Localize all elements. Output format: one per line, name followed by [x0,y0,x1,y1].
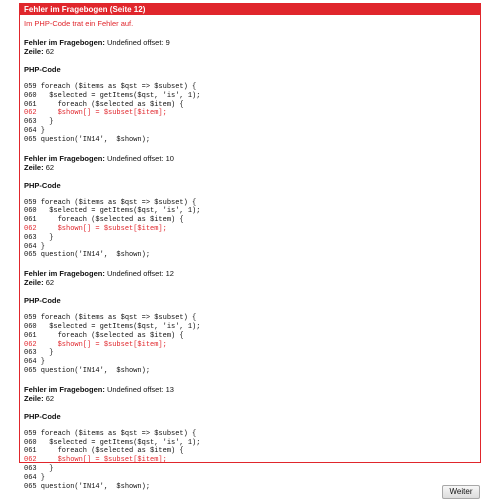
php-code-title: PHP-Code [24,296,61,306]
error-info-line [24,269,474,278]
line-number: 62 [45,162,55,172]
error-block [24,269,474,376]
error-message: Im PHP-Code trat ein Fehler auf. [24,19,134,28]
panel-title: Fehler im Fragebogen (Seite 12) [20,4,480,15]
code-line-error: 062 $shown[] = $subset[$item]; [24,456,167,465]
code-line: 059 foreach ($items as $qst => $subset) { [24,198,197,207]
code-listing [24,430,474,492]
code-line: 061 foreach ($selected as $item) { [24,100,184,109]
error-label: Fehler im Fragebogen: [24,384,105,394]
code-line: 065 question('IN14', $shown); [24,135,151,144]
code-line: 060 $selected = getItems($qst, 'is', 1); [24,91,201,100]
block-spacer [24,376,474,385]
php-code-title: PHP-Code [24,65,61,74]
line-info-line [24,394,474,403]
code-listing [24,314,474,376]
code-listing [24,83,474,145]
error-text: Undefined offset: 13 [106,384,174,394]
line-info-line [24,163,474,172]
php-code-title: PHP-Code [24,411,61,421]
code-line: 060 $selected = getItems($qst, 'is', 1); [24,207,201,216]
error-list [24,38,474,491]
line-number: 62 [45,47,55,56]
error-label: Fehler im Fragebogen: [24,269,105,279]
code-line: 063 } [24,233,54,242]
block-spacer [24,145,474,154]
line-label: Zeile: [24,393,44,403]
code-line: 064 } [24,126,46,135]
code-line: 064 } [24,242,46,251]
code-line: 064 } [24,473,46,482]
line-label: Zeile: [24,47,44,56]
code-line-error: 062 $shown[] = $subset[$item]; [24,109,167,118]
line-number: 62 [45,278,55,288]
line-label: Zeile: [24,162,44,172]
code-line-error: 062 $shown[] = $subset[$item]; [24,224,167,233]
code-line: 064 } [24,358,46,367]
error-text: Undefined offset: 12 [106,269,174,279]
code-line: 059 foreach ($items as $qst => $subset) { [24,83,197,91]
error-text: Undefined offset: 10 [106,153,174,163]
error-block [24,385,474,492]
code-line: 061 foreach ($selected as $item) { [24,216,184,225]
php-code-title: PHP-Code [24,180,61,190]
error-info-line [24,38,474,47]
code-line: 063 } [24,349,54,358]
code-line: 063 } [24,118,54,127]
error-panel [19,3,481,491]
error-info-line [24,154,474,163]
code-line: 061 foreach ($selected as $item) { [24,331,184,340]
error-block [24,38,474,145]
code-listing [24,199,474,261]
line-label: Zeile: [24,278,44,288]
code-line: 065 question('IN14', $shown); [24,482,151,491]
line-number: 62 [45,393,55,403]
code-line: 060 $selected = getItems($qst, 'is', 1); [24,322,201,331]
code-line: 063 } [24,464,54,473]
code-line: 059 foreach ($items as $qst => $subset) { [24,314,197,323]
code-line: 065 question('IN14', $shown); [24,251,151,260]
error-info-line [24,385,474,394]
code-line: 061 foreach ($selected as $item) { [24,447,184,456]
error-text: Undefined offset: 9 [106,38,170,47]
code-line: 059 foreach ($items as $qst => $subset) { [24,429,197,438]
error-label: Fehler im Fragebogen: [24,153,105,163]
line-info-line [24,47,474,56]
code-line-error: 062 $shown[] = $subset[$item]; [24,340,167,349]
block-spacer [24,260,474,269]
error-block [24,154,474,261]
panel-body [20,15,480,491]
code-line: 060 $selected = getItems($qst, 'is', 1); [24,438,201,447]
line-info-line [24,278,474,287]
code-line: 065 question('IN14', $shown); [24,366,151,375]
next-button[interactable]: Weiter [442,485,480,499]
error-label: Fehler im Fragebogen: [24,38,105,47]
